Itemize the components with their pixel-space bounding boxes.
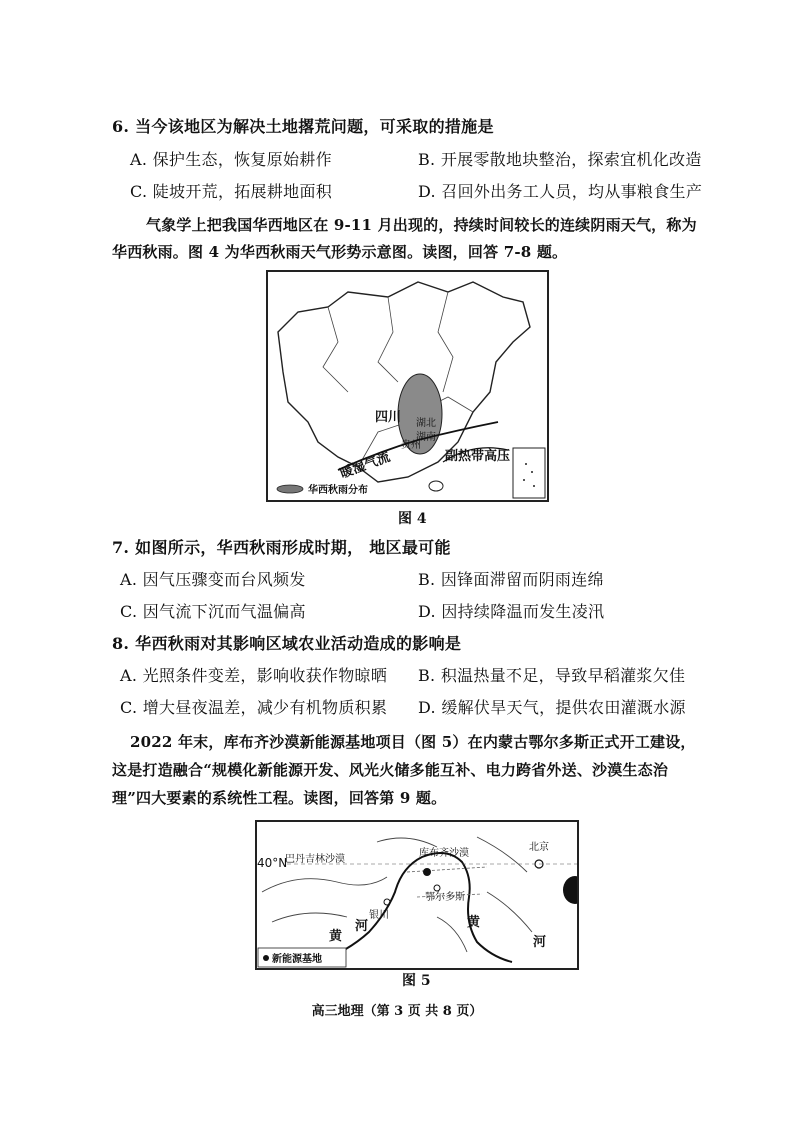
figure-4-caption: 图 4: [398, 511, 427, 527]
sea-edge: [563, 876, 577, 904]
q6-option-d: D. 召回外出务工人员，均从事粮食生产: [418, 182, 703, 201]
q8-option-d: D. 缓解伏旱天气，提供农田灌溉水源: [418, 698, 686, 717]
label-hunan: 湖南: [416, 432, 436, 443]
label-he-left: 河: [355, 919, 369, 934]
hainan-island: [429, 481, 443, 491]
q6-option-a: A. 保护生态，恢复原始耕作: [130, 150, 332, 169]
figure-5-map: [255, 820, 579, 970]
label-latitude: 40°N: [257, 856, 288, 870]
yinchuan-marker: [384, 899, 390, 905]
ordos-map-illustration: [257, 822, 577, 968]
page-footer: 高三地理（第 3 页 共 8 页）: [311, 1004, 483, 1019]
label-warm-moist-airflow: 暖湿气流: [338, 449, 393, 482]
legend-label: 华西秋雨分布: [308, 485, 368, 496]
q7-stem: 7. 如图所示，华西秋雨形成时期， 地区最可能: [112, 538, 451, 557]
label-kubuqi: 库布齐沙漠: [419, 848, 469, 859]
intro1-line2: 华西秋雨。图 4 为华西秋雨天气形势示意图。读图，回答 7-8 题。: [112, 243, 568, 261]
label-sichuan: 四川: [375, 410, 402, 425]
q7-option-d: D. 因持续降温而发生凌汛: [418, 602, 605, 621]
intro2-line1: 2022 年末，库布齐沙漠新能源基地项目（图 5）在内蒙古鄂尔多斯正式开工建设，: [130, 733, 696, 751]
label-badain-jaran: 巴丹吉林沙漠: [285, 854, 345, 865]
q6-option-c: C. 陡坡开荒，拓展耕地面积: [130, 182, 333, 201]
label-ordos: 鄂尔多斯: [425, 892, 465, 903]
q8-option-c: C. 增大昼夜温差，减少有机物质积累: [120, 698, 388, 717]
china-map-illustration: [268, 272, 547, 500]
label-subtropical-high: 副热带高压: [445, 449, 511, 464]
label-huang-left: 黄: [329, 929, 343, 944]
energy-base-marker: [423, 868, 431, 876]
q8-option-a: A. 光照条件变差，影响收获作物晾晒: [120, 666, 388, 685]
q7-option-a: A. 因气压骤变而台风频发: [120, 570, 306, 589]
q8-stem: 8. 华西秋雨对其影响区域农业活动造成的影响是: [112, 634, 462, 653]
south-china-sea-inset: [513, 448, 545, 498]
yellow-river: [317, 853, 512, 962]
intro1-line1: 气象学上把我国华西地区在 9-11 月出现的，持续时间较长的连续阴雨天气，称为: [146, 216, 697, 234]
legend-label-energy: 新能源基地: [272, 954, 322, 965]
legend-swatch: [277, 485, 303, 493]
q6-option-b: B. 开展零散地块整治，探索宜机化改造: [418, 150, 702, 169]
intro2-line2: 这是打造融合“规模化新能源开发、风光火储多能互补、电力跨省外送、沙漠生态治: [112, 761, 669, 779]
ordos-marker: [434, 885, 440, 891]
label-beijing: 北京: [529, 842, 549, 853]
figure-4-map: [266, 270, 549, 502]
label-he-right: 河: [533, 935, 547, 950]
label-guizhou: 贵州: [401, 440, 421, 451]
legend-marker: [263, 955, 269, 961]
label-huang-right: 黄: [467, 915, 481, 930]
label-hubei: 湖北: [416, 418, 436, 429]
q8-option-b: B. 积温热量不足，导致早稻灌浆欠佳: [418, 666, 686, 685]
q7-option-b: B. 因锋面滞留而阴雨连绵: [418, 570, 604, 589]
q7-option-c: C. 因气流下沉而气温偏高: [120, 602, 306, 621]
label-yinchuan: 银川: [369, 910, 389, 921]
intro2-line3: 理”四大要素的系统性工程。读图，回答第 9 题。: [112, 789, 447, 807]
figure-5-caption: 图 5: [402, 973, 431, 989]
q6-stem: 6. 当今该地区为解决土地撂荒问题，可采取的措施是: [112, 117, 494, 136]
province-borders: [323, 292, 473, 467]
